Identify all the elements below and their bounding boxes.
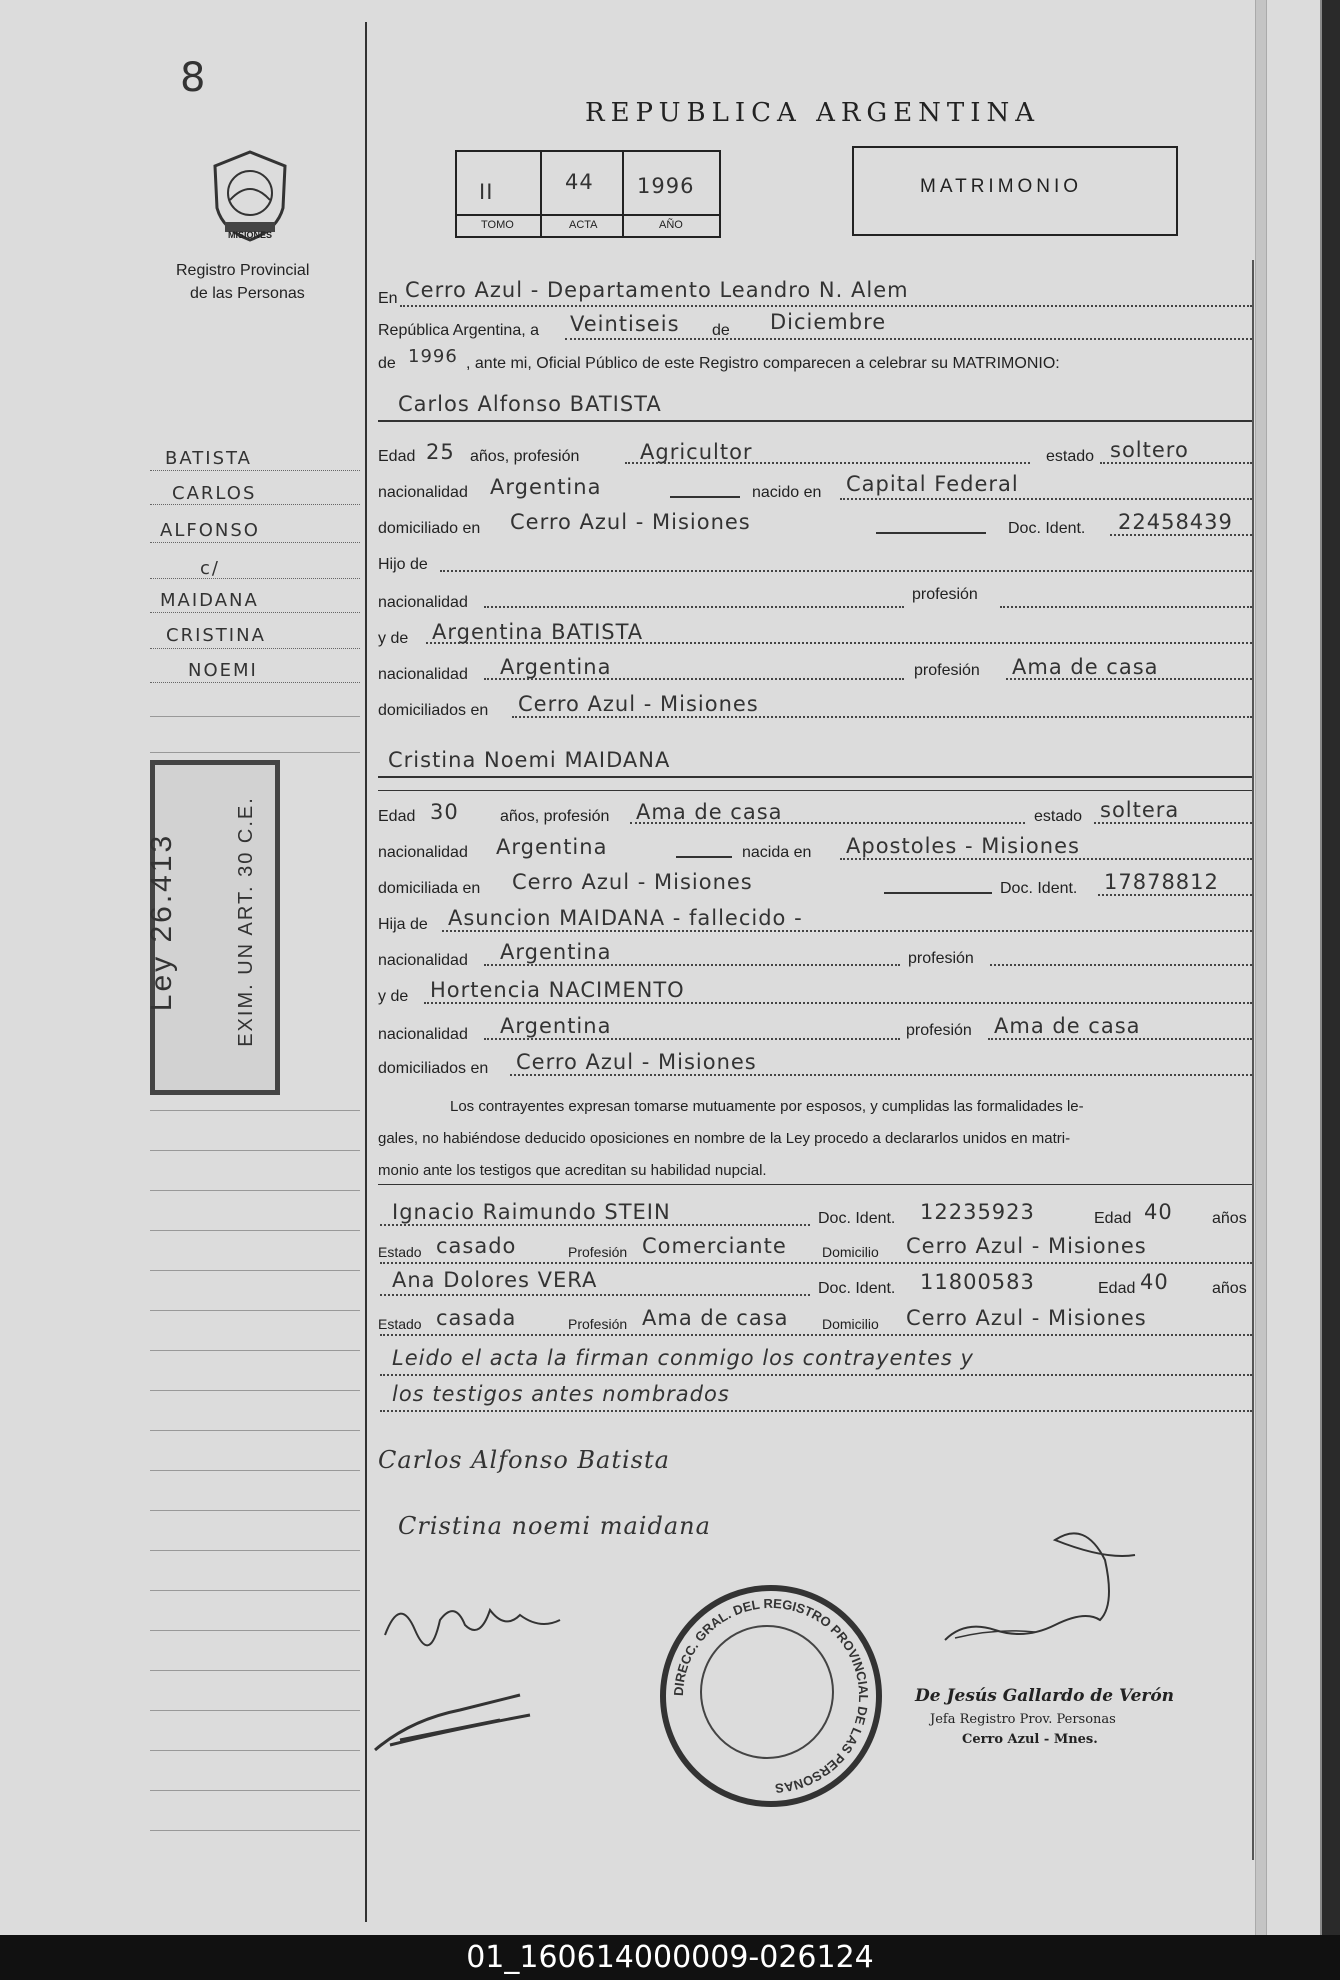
label-nacionalidad-bride: nacionalidad [378,844,468,861]
registry-number-box [455,150,721,238]
bride-doc: 17878812 [1104,870,1219,894]
record-type: MATRIMONIO [920,176,1083,197]
witness1-age: 40 [1144,1200,1173,1224]
groom-profession: Agricultor [640,440,753,464]
official-name: De Jesús Gallardo de Verón [915,1686,1175,1706]
label-nacionalidad: nacionalidad [378,484,468,501]
label-hijo: Hijo de [378,556,428,573]
ceremony-year: 1996 [408,346,458,367]
witness1-status: casado [436,1234,517,1258]
witness2-domicile: Cerro Azul - Misiones [906,1306,1147,1330]
label-anos-profesion: años, profesión [470,448,580,465]
label-domiciliada: domiciliada en [378,880,481,897]
groom-name: Carlos Alfonso BATISTA [398,392,662,416]
official-signature [935,1500,1155,1660]
bride-birthplace: Apostoles - Misiones [846,834,1080,858]
registry-line-2: de las Personas [190,285,305,302]
label-doc-w2: Doc. Ident. [818,1280,896,1297]
witness1-domicile: Cerro Azul - Misiones [906,1234,1147,1258]
label-domicilio-w2: Domicilio [822,1316,879,1332]
margin-note-6: CRISTINA [166,625,266,646]
label-nacionalidad-bride-2: nacionalidad [378,952,468,969]
bride-mother-profession: Ama de casa [994,1014,1141,1038]
label-y-de-bride: y de [378,988,409,1005]
witness1-signature [380,1590,580,1650]
margin-note-1: BATISTA [165,448,252,469]
witness2-doc: 11800583 [920,1270,1035,1294]
bride-father: Asuncion MAIDANA - fallecido - [448,906,803,930]
groom-domicile: Cerro Azul - Misiones [510,510,751,534]
label-domicilio-w1: Domicilio [822,1244,879,1260]
label-domiciliados-bride: domiciliados en [378,1060,489,1077]
ceremony-day: Veintiseis [570,312,680,336]
label-de-year: de [378,355,396,372]
margin-note-3: ALFONSO [160,520,260,541]
witness2-age: 40 [1140,1270,1169,1294]
page-number: 8 [180,55,207,101]
official-location: Cerro Azul - Mnes. [962,1732,1098,1747]
label-y-de: y de [378,630,409,647]
law-stamp [145,760,280,1095]
bride-mother-nationality: Argentina [500,1014,612,1038]
label-domiciliado: domiciliado en [378,520,481,537]
ano-label: AÑO [659,219,683,231]
label-republica: República Argentina, a [378,322,539,339]
label-nacionalidad-2: nacionalidad [378,594,468,611]
label-profesion-w2: Profesión [568,1316,628,1332]
witness2-name: Ana Dolores VERA [392,1268,598,1292]
witness2-profession: Ama de casa [642,1306,789,1330]
groom-birthplace: Capital Federal [846,472,1019,496]
bride-age: 30 [430,800,459,824]
label-doc-w1: Doc. Ident. [818,1210,896,1227]
label-nacida-en: nacida en [742,844,812,861]
bride-status: soltera [1100,798,1180,822]
margin-note-7: NOEMI [188,660,258,681]
groom-status: soltero [1110,438,1189,462]
acta-label: ACTA [569,219,598,231]
declaration-line-1: Los contrayentes expresan tomarse mutuamente por esposos, y cumplidas las formalidades le- [450,1098,1084,1115]
witness2-signature [370,1690,570,1760]
groom-age: 25 [426,440,455,464]
label-anos-w1: años [1212,1210,1247,1227]
label-edad-w2: Edad [1098,1280,1136,1297]
ceremony-month: Diciembre [770,310,887,334]
label-anos-w2: años [1212,1280,1247,1297]
label-en: En [378,290,398,307]
image-id-footer: 01_160614000009-026124 [0,1935,1340,1980]
bride-profession: Ama de casa [636,800,783,824]
label-nacionalidad-3: nacionalidad [378,666,468,683]
label-anos-profesion-bride: años, profesión [500,808,610,825]
witness1-name: Ignacio Raimundo STEIN [392,1200,671,1224]
label-estado-bride: estado [1034,808,1083,825]
declaration-line-3: monio ante los testigos que acreditan su habilidad nupcial. [378,1162,767,1179]
record-type-box [852,146,1178,236]
label-nacionalidad-bride-3: nacionalidad [378,1026,468,1043]
official-title: Jefa Registro Prov. Personas [930,1712,1116,1727]
margin-divider [365,22,367,1922]
label-profesion-3: profesión [914,662,980,679]
label-edad-w1: Edad [1094,1210,1132,1227]
label-ante: , ante mi, Oficial Público de este Registro comparecen a celebrar su MATRIMONIO: [466,355,1060,372]
groom-nationality: Argentina [490,475,602,499]
label-nacido-en: nacido en [752,484,822,501]
ceremony-place: Cerro Azul - Departamento Leandro N. Alem [405,278,909,302]
country-title: REPUBLICA ARGENTINA [585,98,1041,128]
witness1-profession: Comerciante [642,1234,787,1258]
margin-note-2: CARLOS [172,483,257,504]
bride-mother: Hortencia NACIMENTO [430,978,685,1002]
label-hija: Hija de [378,916,428,933]
witness1-doc: 12235923 [920,1200,1035,1224]
page-edge [1255,0,1267,1935]
label-estado-w1: Estado [378,1244,422,1260]
law-stamp-line-2: EXIM. UN ART. 30 C.E. [234,796,257,1047]
label-profesion-bride-3: profesión [906,1022,972,1039]
acta-value: 44 [565,170,594,194]
declaration-line-2: gales, no habiéndose deducido oposiciones en nombre de la Ley procedo a declararlos unidos en matri- [378,1130,1071,1147]
signature-groom: Carlos Alfonso Batista [378,1446,670,1474]
right-border [1252,260,1254,1860]
label-estado-w2: Estado [378,1316,422,1332]
ano-value: 1996 [637,174,695,198]
label-edad-bride: Edad [378,808,416,825]
provincial-crest-icon [205,148,295,243]
label-profesion-bride-2: profesión [908,950,974,967]
groom-mother-profession: Ama de casa [1012,655,1159,679]
label-de: de [712,322,730,339]
bride-name: Cristina Noemi MAIDANA [388,748,671,772]
groom-mother-nationality: Argentina [500,655,612,679]
groom-mother: Argentina BATISTA [432,620,644,644]
law-stamp-line-1: Ley 26.413 [145,832,179,1012]
tomo-value: II [479,180,494,204]
groom-parents-domicile: Cerro Azul - Misiones [518,692,759,716]
margin-note-4: c/ [200,558,220,579]
label-edad: Edad [378,448,416,465]
bride-domicile: Cerro Azul - Misiones [512,870,753,894]
crest-label: MISIONES [228,230,273,240]
tomo-label: TOMO [481,219,514,231]
margin-note-5: MAIDANA [160,590,259,611]
signature-bride: Cristina noemi maidana [398,1512,711,1540]
svg-text:DIRECC. GRAL. DEL REGISTRO PRO: DIRECC. GRAL. DEL REGISTRO PROVINCIAL DE LAS PERSONAS [670,1595,872,1796]
registry-line-1: Registro Provincial [176,262,310,279]
label-profesion-2: profesión [912,586,978,603]
closing-line-2: los testigos antes nombrados [392,1382,730,1406]
official-seal-text [660,1585,882,1807]
label-doc-bride: Doc. Ident. [1000,880,1078,897]
label-domiciliados: domiciliados en [378,702,489,719]
label-doc: Doc. Ident. [1008,520,1086,537]
bride-parents-domicile: Cerro Azul - Misiones [516,1050,757,1074]
bride-nationality: Argentina [496,835,608,859]
closing-line-1: Leido el acta la firman conmigo los contrayentes y [392,1346,974,1370]
witness2-status: casada [436,1306,517,1330]
label-profesion-w1: Profesión [568,1244,628,1260]
groom-doc: 22458439 [1118,510,1233,534]
label-estado: estado [1046,448,1095,465]
bride-father-nationality: Argentina [500,940,612,964]
